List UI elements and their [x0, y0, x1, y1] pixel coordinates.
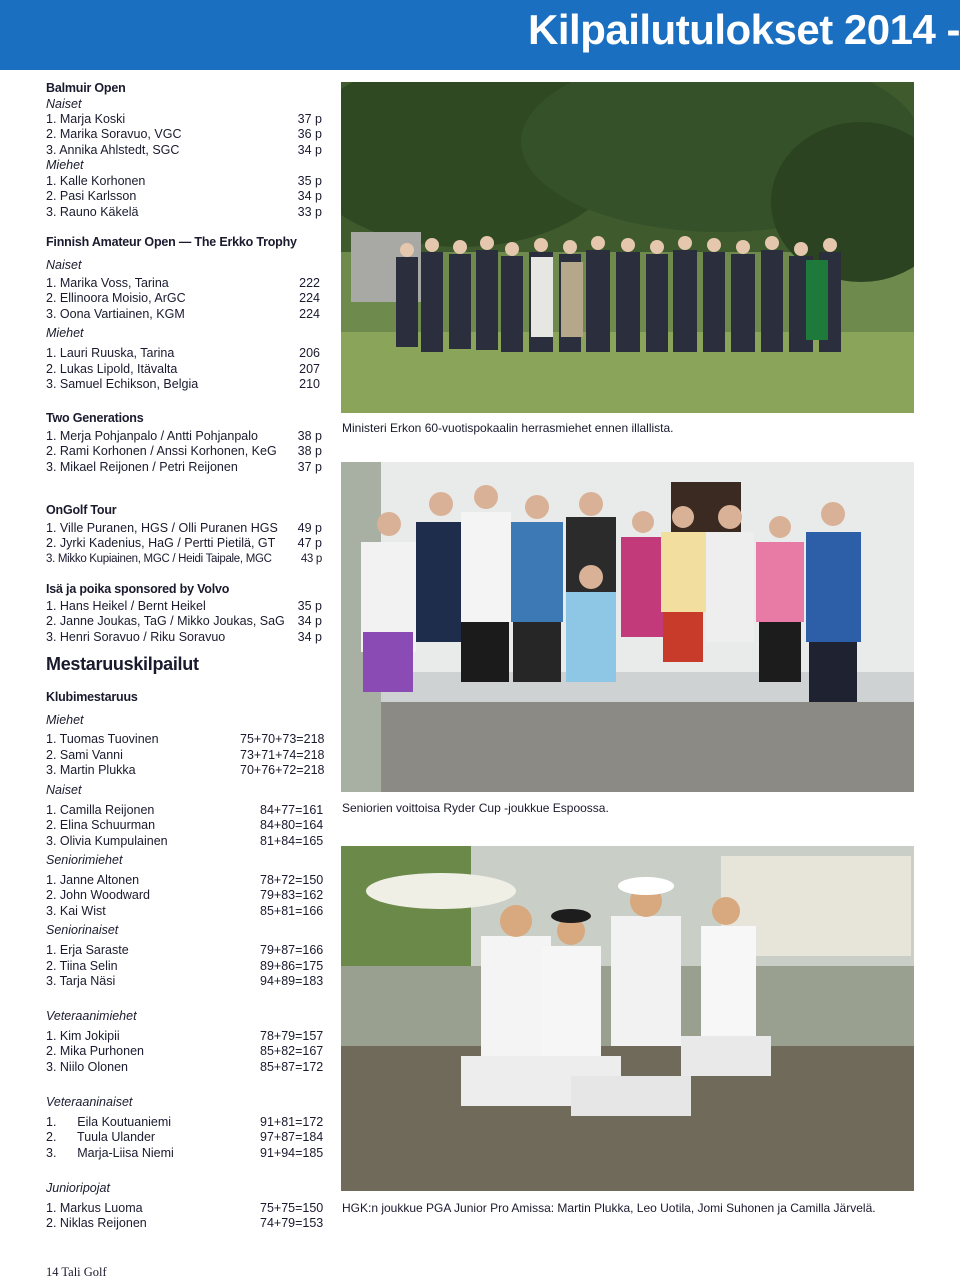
result-score: 49 p	[297, 521, 322, 535]
result-name: 1. Erja Saraste	[46, 943, 129, 957]
result-row	[46, 429, 326, 444]
result-row	[46, 1216, 326, 1231]
result-row	[46, 552, 326, 567]
result-row	[46, 444, 326, 459]
result-name: 1. Marja Koski	[46, 112, 126, 126]
result-name: 3. Tarja Näsi	[46, 974, 116, 988]
result-name: 3. Oona Vartiainen, KGM	[46, 307, 185, 321]
result-name: 1. Tuomas Tuovinen	[46, 732, 159, 746]
result-score: 35 p	[297, 174, 322, 188]
result-row	[46, 174, 326, 189]
group-photo-gentlemen	[341, 82, 914, 413]
result-name: 1. Lauri Ruuska, Tarina	[46, 346, 175, 360]
result-row	[46, 974, 326, 989]
result-score: 85+81=166	[260, 904, 324, 918]
result-row	[46, 943, 326, 958]
group-label: Naiset	[46, 258, 82, 272]
photo-caption: Seniorien voittoisa Ryder Cup -joukkue Espoossa.	[342, 801, 609, 815]
group-label: Naiset	[46, 97, 82, 111]
result-row	[46, 834, 326, 849]
team-photo-seniors	[341, 462, 914, 792]
result-name: 3. Marja-Liisa Niemi	[46, 1146, 174, 1160]
result-score: 79+87=166	[260, 943, 324, 957]
result-name: 3. Samuel Echikson, Belgia	[46, 377, 199, 391]
result-score: 222	[299, 276, 320, 290]
result-score: 85+87=172	[260, 1060, 324, 1074]
group-label: Miehet	[46, 326, 84, 340]
result-score: 34 p	[297, 189, 322, 203]
result-score: 35 p	[297, 599, 322, 613]
group-label: Veteraaninaiset	[46, 1095, 133, 1109]
result-score: 91+94=185	[260, 1146, 324, 1160]
result-score: 43 p	[300, 553, 322, 565]
group-label: Veteraanimiehet	[46, 1009, 137, 1023]
result-name: 3. Rauno Käkelä	[46, 205, 139, 219]
group-label: Naiset	[46, 783, 82, 797]
result-row	[46, 818, 326, 833]
result-name: 2. Niklas Reijonen	[46, 1216, 147, 1230]
result-name: 2. Ellinoora Moisio, ArGC	[46, 291, 186, 305]
result-row	[46, 377, 326, 392]
result-row	[46, 346, 326, 361]
result-score: 75+75=150	[260, 1201, 324, 1215]
result-row	[46, 127, 326, 142]
result-name: 1. Camilla Reijonen	[46, 803, 155, 817]
section-title: Two Generations	[46, 411, 144, 425]
photo-caption: HGK:n joukkue PGA Junior Pro Amissa: Martin Plukka, Leo Uotila, Jomi Suhonen ja Camilla Järvelä.	[342, 1201, 876, 1215]
section-heading: Mestaruuskilpailut	[46, 654, 199, 674]
result-score: 47 p	[297, 536, 322, 550]
result-name: 3. Olivia Kumpulainen	[46, 834, 168, 848]
result-row	[46, 521, 326, 536]
result-row	[46, 873, 326, 888]
result-score: 207	[299, 362, 320, 376]
result-name: 2. Elina Schuurman	[46, 818, 156, 832]
result-score: 34 p	[297, 630, 322, 644]
result-name: 3. Mikko Kupiainen, MGC / Heidi Taipale, MGC	[46, 553, 272, 565]
result-name: 1. Kim Jokipii	[46, 1029, 120, 1043]
photo-caption: Ministeri Erkon 60-vuotispokaalin herrasmiehet ennen illallista.	[342, 421, 674, 435]
result-name: 2. Marika Soravuo, VGC	[46, 127, 182, 141]
result-row	[46, 732, 326, 747]
group-label: Miehet	[46, 713, 84, 727]
result-row	[46, 1060, 326, 1075]
result-score: 224	[299, 307, 320, 321]
result-name: 3. Annika Ahlstedt, SGC	[46, 143, 180, 157]
result-score: 38 p	[297, 444, 322, 458]
result-row	[46, 599, 326, 614]
result-name: 3. Niilo Olonen	[46, 1060, 128, 1074]
result-score: 84+77=161	[260, 803, 324, 817]
result-score: 74+79=153	[260, 1216, 324, 1230]
result-name: 1. Janne Altonen	[46, 873, 140, 887]
result-score: 75+70+73=218	[240, 732, 325, 746]
result-row	[46, 205, 326, 220]
result-name: 1. Markus Luoma	[46, 1201, 143, 1215]
result-row	[46, 1044, 326, 1059]
result-name: 3. Henri Soravuo / Riku Soravuo	[46, 630, 226, 644]
result-row	[46, 1115, 326, 1130]
result-score: 78+79=157	[260, 1029, 324, 1043]
team-photo-juniors	[341, 846, 914, 1191]
result-row	[46, 112, 326, 127]
result-name: 3. Mikael Reijonen / Petri Reijonen	[46, 460, 238, 474]
result-row	[46, 888, 326, 903]
result-name: 3. Martin Plukka	[46, 763, 136, 777]
result-row	[46, 307, 326, 322]
result-row	[46, 536, 326, 551]
result-score: 73+71+74=218	[240, 748, 325, 762]
result-row	[46, 748, 326, 763]
section-title: Balmuir Open	[46, 81, 126, 95]
page-title: Kilpailutulokset 2014 -	[528, 6, 960, 53]
result-row	[46, 763, 326, 778]
result-score: 206	[299, 346, 320, 360]
result-row	[46, 904, 326, 919]
result-row	[46, 803, 326, 818]
result-score: 78+72=150	[260, 873, 324, 887]
result-row	[46, 276, 326, 291]
section-title: Finnish Amateur Open — The Erkko Trophy	[46, 235, 297, 249]
result-row	[46, 143, 326, 158]
result-name: 2. Rami Korhonen / Anssi Korhonen, KeG	[46, 444, 277, 458]
group-label: Miehet	[46, 158, 84, 172]
result-name: 2. Tuula Ulander	[46, 1130, 156, 1144]
result-name: 1. Hans Heikel / Bernt Heikel	[46, 599, 206, 613]
result-name: 2. Lukas Lipold, Itävalta	[46, 362, 178, 376]
result-score: 224	[299, 291, 320, 305]
result-score: 85+82=167	[260, 1044, 324, 1058]
result-name: 1. Eila Koutuaniemi	[46, 1115, 172, 1129]
result-row	[46, 189, 326, 204]
result-score: 94+89=183	[260, 974, 324, 988]
result-name: 2. Jyrki Kadenius, HaG / Pertti Pietilä, GT	[46, 536, 276, 550]
result-row	[46, 1029, 326, 1044]
result-name: 2. Sami Vanni	[46, 748, 123, 762]
result-name: 1. Merja Pohjanpalo / Antti Pohjanpalo	[46, 429, 258, 443]
result-row	[46, 959, 326, 974]
result-score: 36 p	[297, 127, 322, 141]
result-score: 38 p	[297, 429, 322, 443]
result-name: 2. Pasi Karlsson	[46, 189, 137, 203]
result-score: 97+87=184	[260, 1130, 324, 1144]
result-row	[46, 1130, 326, 1145]
result-row	[46, 362, 326, 377]
result-name: 3. Kai Wist	[46, 904, 106, 918]
group-label: Seniorinaiset	[46, 923, 119, 937]
result-score: 91+81=172	[260, 1115, 324, 1129]
group-label: Seniorimiehet	[46, 853, 123, 867]
result-name: 2. John Woodward	[46, 888, 150, 902]
result-score: 210	[299, 377, 320, 391]
result-row	[46, 630, 326, 645]
result-name: 1. Kalle Korhonen	[46, 174, 146, 188]
section-title: Isä ja poika sponsored by Volvo	[46, 582, 230, 596]
header-bar	[0, 0, 960, 70]
group-label: Junioripojat	[46, 1181, 110, 1195]
section-title: OnGolf Tour	[46, 503, 117, 517]
section-title: Klubimestaruus	[46, 690, 138, 704]
result-score: 37 p	[297, 112, 322, 126]
result-row	[46, 614, 326, 629]
result-score: 89+86=175	[260, 959, 324, 973]
page-footer: 14 Tali Golf	[46, 1265, 107, 1279]
result-name: 1. Marika Voss, Tarina	[46, 276, 169, 290]
result-row	[46, 1146, 326, 1161]
result-score: 81+84=165	[260, 834, 324, 848]
result-row	[46, 291, 326, 306]
result-score: 37 p	[297, 460, 322, 474]
result-name: 2. Mika Purhonen	[46, 1044, 144, 1058]
result-score: 33 p	[297, 205, 322, 219]
result-row	[46, 1201, 326, 1216]
result-score: 84+80=164	[260, 818, 324, 832]
result-score: 79+83=162	[260, 888, 324, 902]
result-name: 1. Ville Puranen, HGS / Olli Puranen HGS	[46, 521, 278, 535]
result-name: 2. Tiina Selin	[46, 959, 118, 973]
result-score: 70+76+72=218	[240, 763, 325, 777]
result-score: 34 p	[297, 614, 322, 628]
result-row	[46, 460, 326, 475]
result-name: 2. Janne Joukas, TaG / Mikko Joukas, SaG	[46, 614, 285, 628]
result-score: 34 p	[297, 143, 322, 157]
